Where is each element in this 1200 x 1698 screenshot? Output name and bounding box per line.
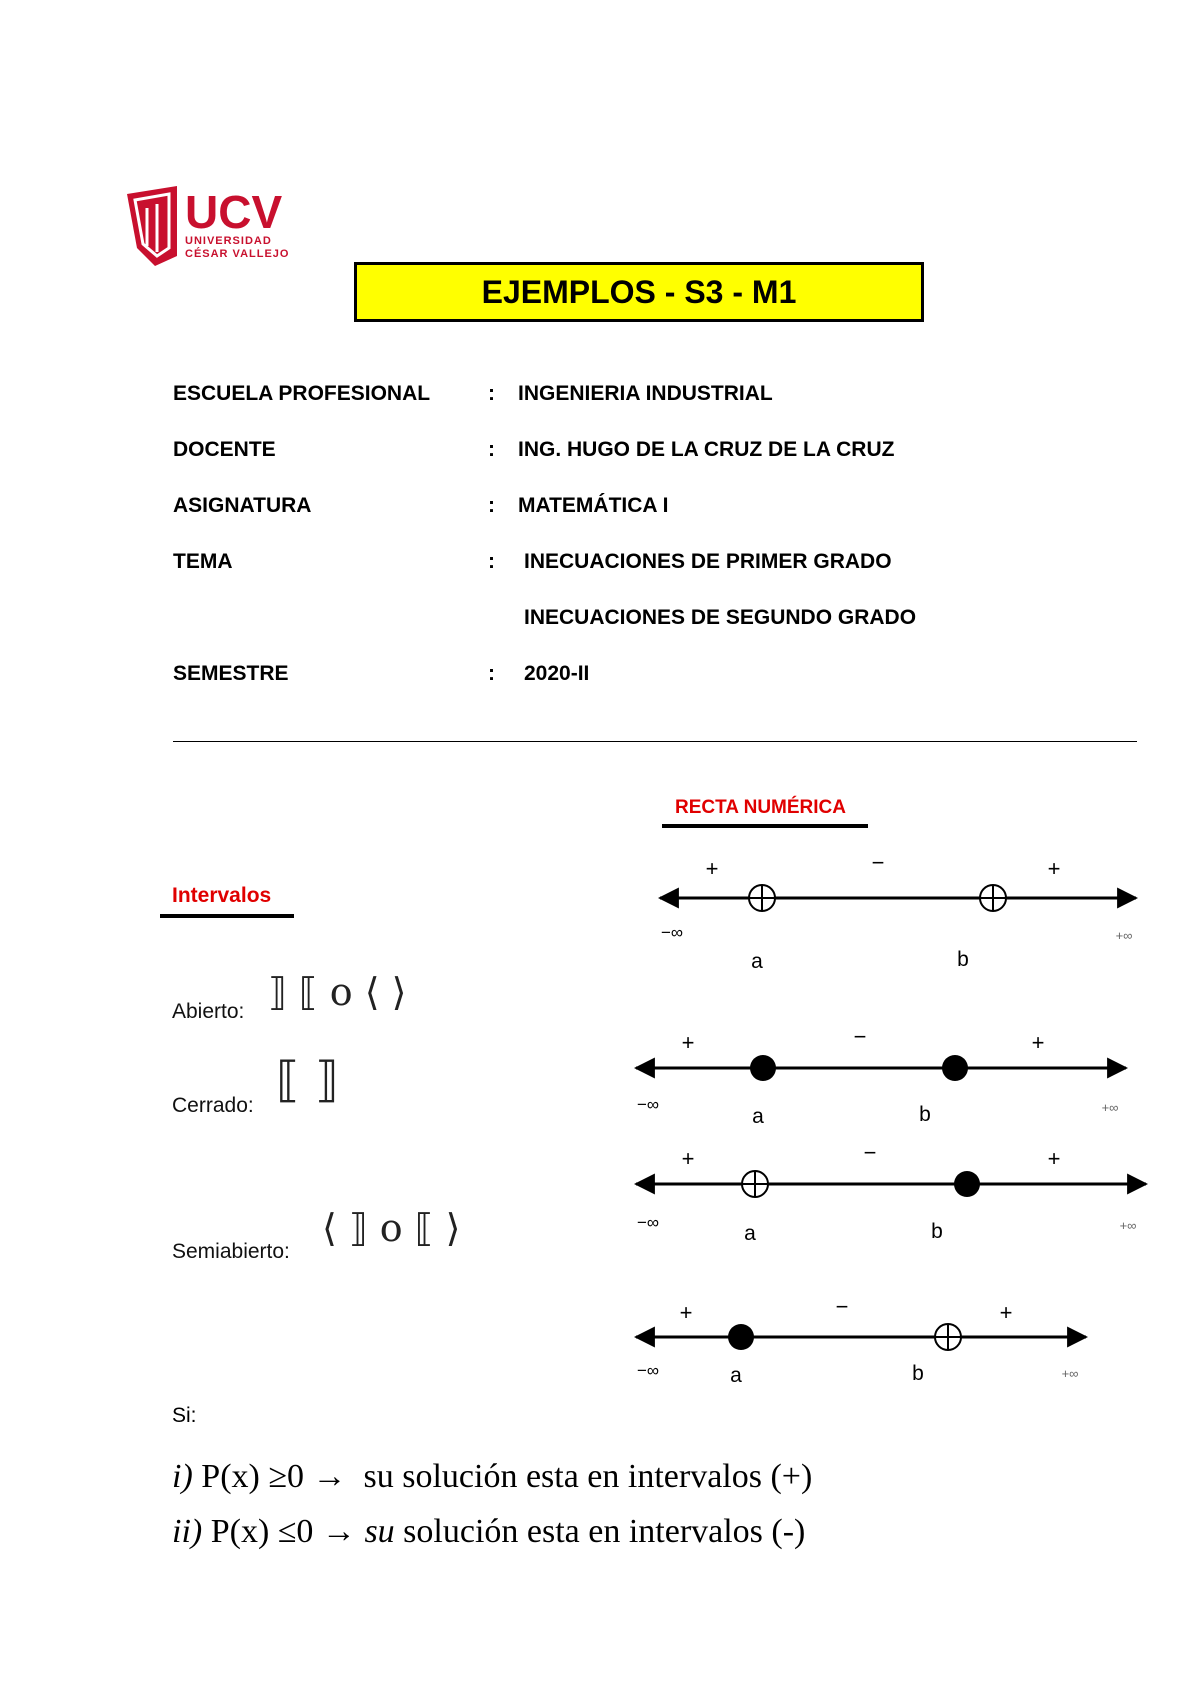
line-1-minus: − [871, 850, 885, 875]
cerrado-symbols: ⟦ ⟧ [276, 1052, 339, 1108]
line-2-neg-inf: −∞ [636, 1095, 660, 1114]
condition-1-rest: su solución esta en intervalos (+) [363, 1458, 813, 1495]
line-3-neg-inf: −∞ [636, 1213, 660, 1232]
abierto-symbols: ⟧ ⟦ o ⟨ ⟩ [268, 970, 407, 1014]
line-2-minus: − [853, 1024, 867, 1049]
info-value-tema-2: INECUACIONES DE SEGUNDO GRADO [524, 606, 917, 629]
line-3-plus-right: + [1047, 1146, 1061, 1171]
condition-2-num: ii) [172, 1513, 203, 1550]
line-4-plus-left: + [679, 1300, 693, 1325]
abierto-label: Abierto: [172, 1000, 245, 1023]
line-3-minus: − [863, 1140, 877, 1165]
info-value-docente: ING. HUGO DE LA CRUZ DE LA CRUZ [518, 438, 895, 461]
line-4-pos-inf: +∞ [1061, 1366, 1079, 1381]
line-4-point-a [728, 1324, 754, 1350]
condition-2-expr: P(x) ≤0 → [210, 1513, 356, 1550]
line-2-point-a [750, 1055, 776, 1081]
semiabierto-label: Semiabierto: [172, 1240, 290, 1263]
info-label-semestre: SEMESTRE [173, 662, 289, 685]
line-2-point-b [942, 1055, 968, 1081]
line-3-pos-inf: +∞ [1119, 1218, 1137, 1233]
info-colon: : [488, 494, 495, 517]
line-3-plus-left: + [681, 1146, 695, 1171]
line-1-plus-left: + [705, 856, 719, 881]
info-label-tema: TEMA [173, 550, 233, 573]
line-2-plus-left: + [681, 1030, 695, 1055]
condition-2 [172, 1513, 805, 1551]
semiabierto-symbols: ⟨ ⟧ o ⟦ ⟩ [322, 1206, 461, 1250]
condition-2-su: su [364, 1513, 395, 1550]
info-label-asignatura: ASIGNATURA [173, 494, 312, 517]
line-1-label-a: a [751, 950, 763, 973]
condition-1-num: i) [172, 1458, 193, 1495]
info-value-semestre: 2020-II [524, 662, 590, 685]
recta-title: RECTA NUMÉRICA [675, 797, 846, 818]
info-colon: : [488, 550, 495, 573]
logo-line1: UNIVERSIDAD [185, 235, 272, 247]
info-label-docente: DOCENTE [173, 438, 276, 461]
line-1-plus-right: + [1047, 856, 1061, 881]
line-2-label-b: b [919, 1103, 931, 1126]
info-value-tema-1: INECUACIONES DE PRIMER GRADO [524, 550, 892, 573]
line-4-neg-inf: −∞ [636, 1361, 660, 1380]
intervalos-title: Intervalos [172, 884, 272, 907]
info-value-asignatura: MATEMÁTICA I [518, 494, 669, 517]
line-2-pos-inf: +∞ [1101, 1100, 1119, 1115]
line-3-label-b: b [931, 1220, 943, 1243]
condition-1-expr: P(x) ≥0 → [201, 1458, 347, 1495]
line-4-label-b: b [912, 1362, 924, 1385]
info-value-escuela: INGENIERIA INDUSTRIAL [518, 382, 773, 405]
info-colon: : [488, 382, 495, 405]
line-4-minus: − [835, 1294, 849, 1319]
info-label-escuela: ESCUELA PROFESIONAL [173, 382, 431, 405]
line-2-plus-right: + [1031, 1030, 1045, 1055]
line-4-plus-right: + [999, 1300, 1013, 1325]
line-1-pos-inf: +∞ [1115, 928, 1133, 943]
logo-line2: CÉSAR VALLEJO [185, 248, 290, 260]
condition-1 [172, 1458, 812, 1496]
line-1-neg-inf: −∞ [660, 923, 684, 942]
si-label: Si: [172, 1404, 197, 1427]
line-3-point-b [954, 1171, 980, 1197]
cerrado-label: Cerrado: [172, 1094, 254, 1117]
line-1-label-b: b [957, 948, 969, 971]
logo-brand: UCV [185, 186, 283, 238]
line-3-label-a: a [744, 1222, 756, 1245]
condition-2-rest: solución esta en intervalos (-) [403, 1513, 806, 1550]
page-title: EJEMPLOS - S3 - M1 [481, 273, 797, 310]
line-2-label-a: a [752, 1105, 764, 1128]
line-4-label-a: a [730, 1364, 742, 1387]
info-colon: : [488, 662, 495, 685]
info-colon: : [488, 438, 495, 461]
